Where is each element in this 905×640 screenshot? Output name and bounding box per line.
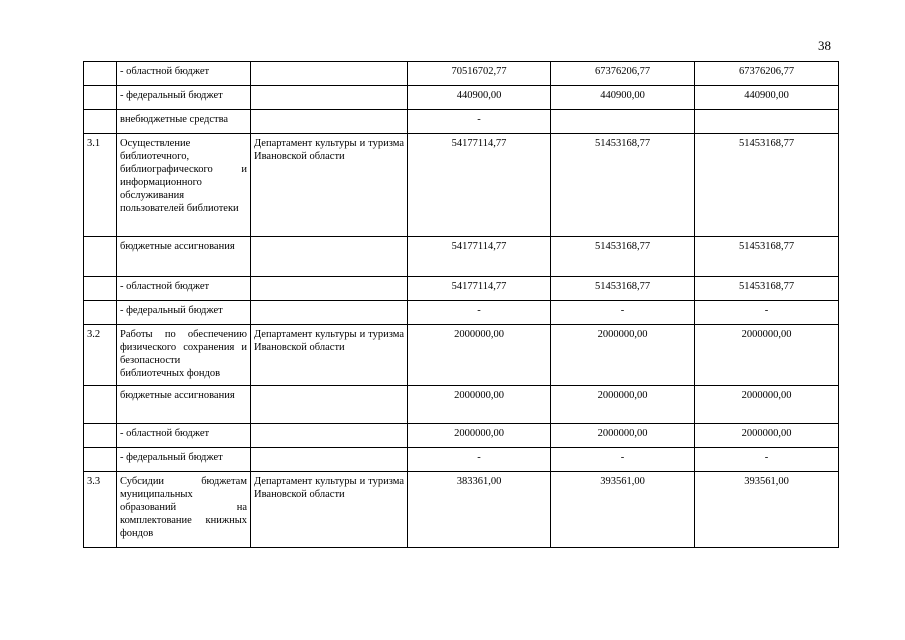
row-code-cell	[84, 110, 117, 134]
row-name-cell: - областной бюджет	[117, 62, 251, 86]
row-value-1-cell: -	[408, 301, 551, 325]
row-name-cell: Субсидии бюджетам муниципальных образований на комплектование книжных фондов	[117, 472, 251, 548]
row-value-3-cell: 51453168,77	[695, 237, 839, 277]
table-row	[84, 62, 839, 86]
row-organization-cell	[251, 301, 408, 325]
table-row	[84, 301, 839, 325]
row-value-3-cell: 2000000,00	[695, 325, 839, 386]
row-value-1-cell: 70516702,77	[408, 62, 551, 86]
row-value-2-cell: 2000000,00	[551, 386, 695, 424]
row-organization-cell	[251, 86, 408, 110]
row-value-1-cell: 54177114,77	[408, 277, 551, 301]
row-value-3-cell: 51453168,77	[695, 277, 839, 301]
row-value-1-cell: 54177114,77	[408, 237, 551, 277]
row-value-2-cell: 2000000,00	[551, 424, 695, 448]
row-value-1-cell: -	[408, 448, 551, 472]
row-name-cell: Осуществление библиотечного, библиографического и информационного обслуживания пользователей библиотеки	[117, 134, 251, 237]
row-code-cell	[84, 448, 117, 472]
row-value-2-cell: 440900,00	[551, 86, 695, 110]
row-value-3-cell: 51453168,77	[695, 134, 839, 237]
row-value-1-cell: 383361,00	[408, 472, 551, 548]
row-organization-cell: Департамент культуры и туризма Ивановской области	[251, 325, 408, 386]
row-value-3-cell: -	[695, 448, 839, 472]
row-organization-cell	[251, 448, 408, 472]
row-value-2-cell: -	[551, 301, 695, 325]
row-name-cell: бюджетные ассигнования	[117, 386, 251, 424]
table-row	[84, 424, 839, 448]
table-row	[84, 110, 839, 134]
row-value-1-cell: 2000000,00	[408, 386, 551, 424]
row-organization-cell	[251, 386, 408, 424]
row-value-2-cell: 67376206,77	[551, 62, 695, 86]
row-value-1-cell: 440900,00	[408, 86, 551, 110]
row-code-cell	[84, 237, 117, 277]
row-value-2-cell: 2000000,00	[551, 325, 695, 386]
row-organization-cell: Департамент культуры и туризма Ивановской области	[251, 472, 408, 548]
row-organization-cell	[251, 277, 408, 301]
row-value-1-cell: -	[408, 110, 551, 134]
row-code-cell	[84, 301, 117, 325]
budget-table-body	[84, 62, 839, 548]
row-value-1-cell: 54177114,77	[408, 134, 551, 237]
page-number: 38	[818, 38, 831, 53]
table-row	[84, 134, 839, 237]
row-name-cell: - федеральный бюджет	[117, 448, 251, 472]
row-value-3-cell: 393561,00	[695, 472, 839, 548]
row-value-3-cell: 2000000,00	[695, 424, 839, 448]
row-organization-cell	[251, 62, 408, 86]
row-value-2-cell: 393561,00	[551, 472, 695, 548]
table-row	[84, 86, 839, 110]
table-row	[84, 448, 839, 472]
row-value-2-cell	[551, 110, 695, 134]
row-value-1-cell: 2000000,00	[408, 325, 551, 386]
table-row	[84, 237, 839, 277]
row-name-cell: - федеральный бюджет	[117, 86, 251, 110]
table-row	[84, 325, 839, 386]
row-code-cell	[84, 424, 117, 448]
row-code-cell	[84, 386, 117, 424]
budget-table	[83, 61, 839, 548]
row-name-cell: - областной бюджет	[117, 424, 251, 448]
table-row	[84, 277, 839, 301]
row-code-cell	[84, 86, 117, 110]
table-row	[84, 472, 839, 548]
row-organization-cell	[251, 237, 408, 277]
row-value-2-cell: -	[551, 448, 695, 472]
row-organization-cell: Департамент культуры и туризма Ивановской области	[251, 134, 408, 237]
row-value-2-cell: 51453168,77	[551, 134, 695, 237]
row-code-cell	[84, 62, 117, 86]
row-value-3-cell: -	[695, 301, 839, 325]
row-code-cell	[84, 277, 117, 301]
row-value-3-cell	[695, 110, 839, 134]
table-row	[84, 386, 839, 424]
row-value-1-cell: 2000000,00	[408, 424, 551, 448]
row-code-cell: 3.3	[84, 472, 117, 548]
row-name-cell: внебюджетные средства	[117, 110, 251, 134]
row-name-cell: бюджетные ассигнования	[117, 237, 251, 277]
row-name-cell: - областной бюджет	[117, 277, 251, 301]
row-name-cell: - федеральный бюджет	[117, 301, 251, 325]
row-value-3-cell: 67376206,77	[695, 62, 839, 86]
row-organization-cell	[251, 110, 408, 134]
row-code-cell: 3.1	[84, 134, 117, 237]
row-value-3-cell: 440900,00	[695, 86, 839, 110]
row-value-3-cell: 2000000,00	[695, 386, 839, 424]
row-code-cell: 3.2	[84, 325, 117, 386]
row-value-2-cell: 51453168,77	[551, 237, 695, 277]
row-organization-cell	[251, 424, 408, 448]
row-name-cell: Работы по обеспечению физического сохранения и безопасности библиотечных фондов	[117, 325, 251, 386]
row-value-2-cell: 51453168,77	[551, 277, 695, 301]
